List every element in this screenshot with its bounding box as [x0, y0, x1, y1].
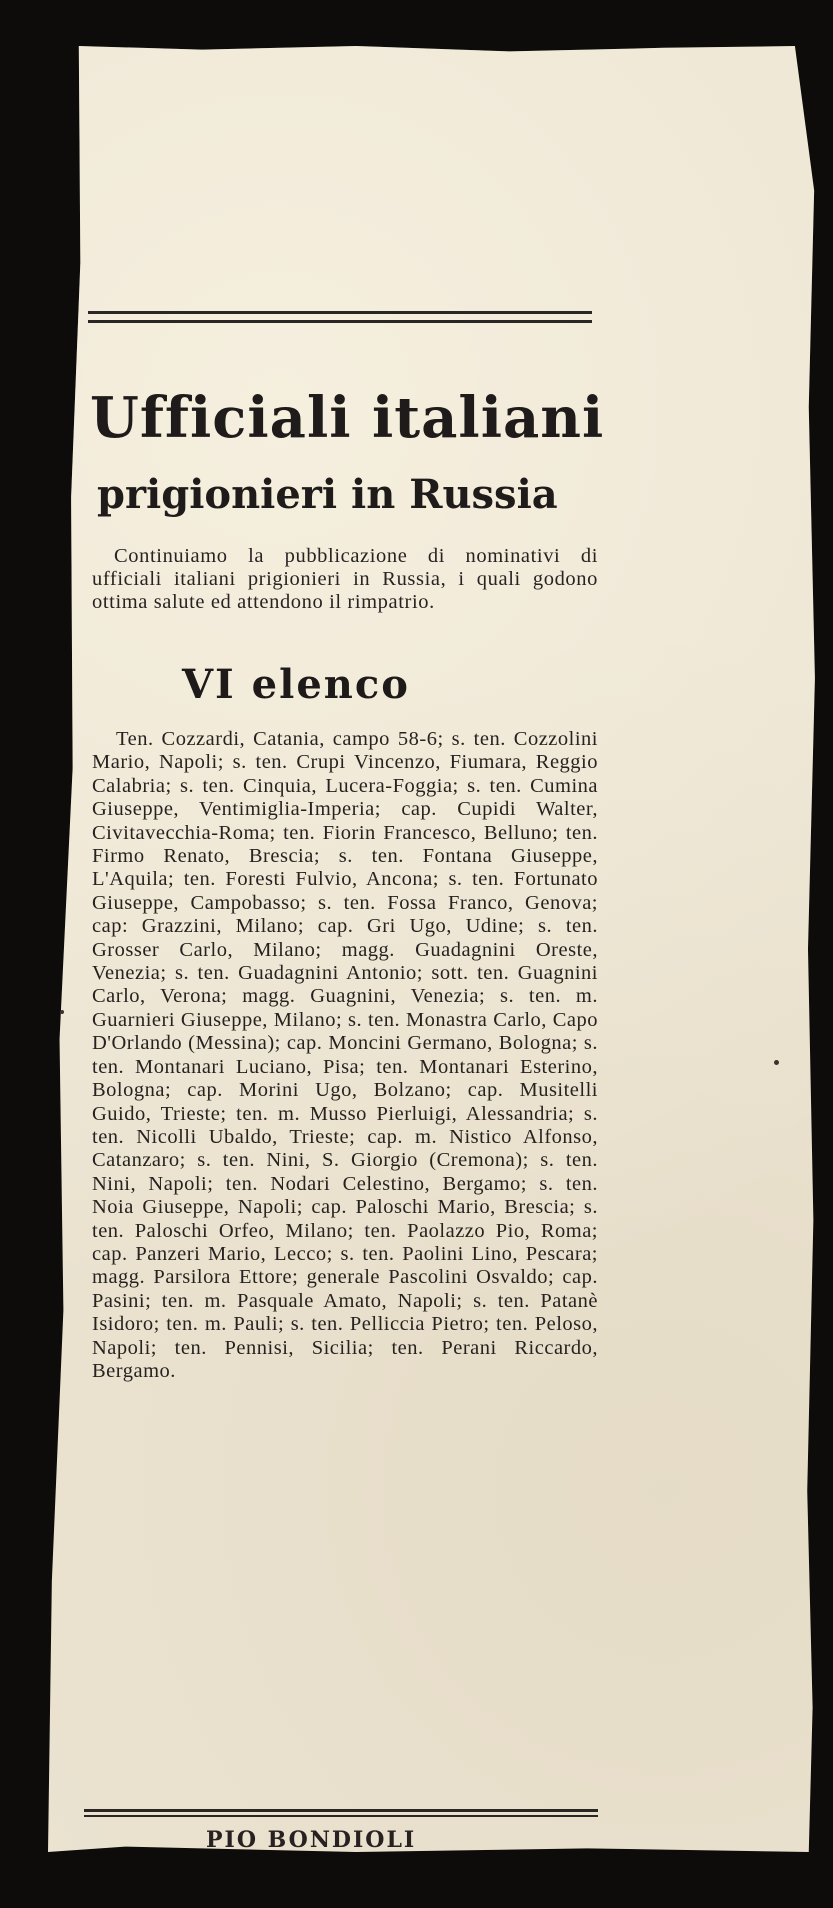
- intro-paragraph: [92, 545, 598, 614]
- headline-line-1: Ufficiali italiani: [90, 385, 605, 451]
- author-byline: PIO BONDIOLI: [206, 1827, 417, 1853]
- ink-speck: [60, 1010, 64, 1014]
- intro-text: Continuiamo la pubblicazione di nominativi di ufficiali italiani prigionieri in Russia, i quali godono ottima salute ed attendono il rimpatrio.: [92, 545, 598, 613]
- bottom-rule: [84, 1809, 598, 1817]
- section-title: VI elenco: [182, 661, 410, 708]
- headline-line-2: prigionieri in Russia: [97, 471, 558, 518]
- prisoner-list: Ten. Cozzardi, Catania, campo 58-6; s. ten. Cozzolini Mario, Napoli; s. ten. Crupi Vincenzo, Fiumara, Reggio Calabria; s. ten. Cinquia, Lucera-Foggia; s. ten. Cumina Giuseppe, Ventimiglia-Imperia; cap. Cupidi Walter, Civitavecchia-Roma; ten. Fiorin Francesco, Belluno; ten. Firmo Renato, Brescia; s. ten. Fontana Giuseppe, L'Aquila; ten. Foresti Fulvio, Ancona; s. ten. Fortunato Giuseppe, Campobasso; s. ten. Fossa Franco, Genova; cap: Grazzini, Milano; cap. Gri Ugo, Udine; s. ten. Grosser Carlo, Milano; magg. Guadagnini Oreste, Venezia; s. ten. Guadagnini Antonio; sott. ten. Guagnini Carlo, Verona; magg. Guagnini, Venezia; s. ten. m. Guarnieri Giuseppe, Milano; s. ten. Monastra Carlo, Capo D'Orlando (Messina); cap. Moncini Germano, Bologna; s. ten. Montanari Luciano, Pisa; ten. Montanari Esterino, Bologna; cap. Morini Ugo, Bolzano; cap. Musitelli Guido, Trieste; ten. m. Musso Pierluigi, Alessandria; s. ten. Nicolli Ubaldo, Trieste; cap. m. Nistico Alfonso, Catanzaro; s. ten. Nini, S. Giorgio (Cremona); s. ten. Nini, Napoli; ten. Nodari Celestino, Bergamo; s. ten. Noia Giuseppe, Napoli; cap. Paloschi Mario, Brescia; s. ten. Paloschi Orfeo, Milano; ten. Paolazzo Pio, Roma; cap. Panzeri Mario, Lecco; s. ten. Paolini Lino, Pescara; magg. Parsilora Ettore; generale Pascolini Osvaldo; cap. Pasini; ten. m. Pasquale Amato, Napoli; s. ten. Patanè Isidoro; ten. m. Pauli; s. ten. Pelliccia Pietro; ten. Peloso, Napoli; ten. Pennisi, Sicilia; ten. Perani Riccardo, Bergamo.: [92, 728, 598, 1382]
- ink-speck: [774, 1060, 779, 1065]
- top-rule: [88, 311, 592, 323]
